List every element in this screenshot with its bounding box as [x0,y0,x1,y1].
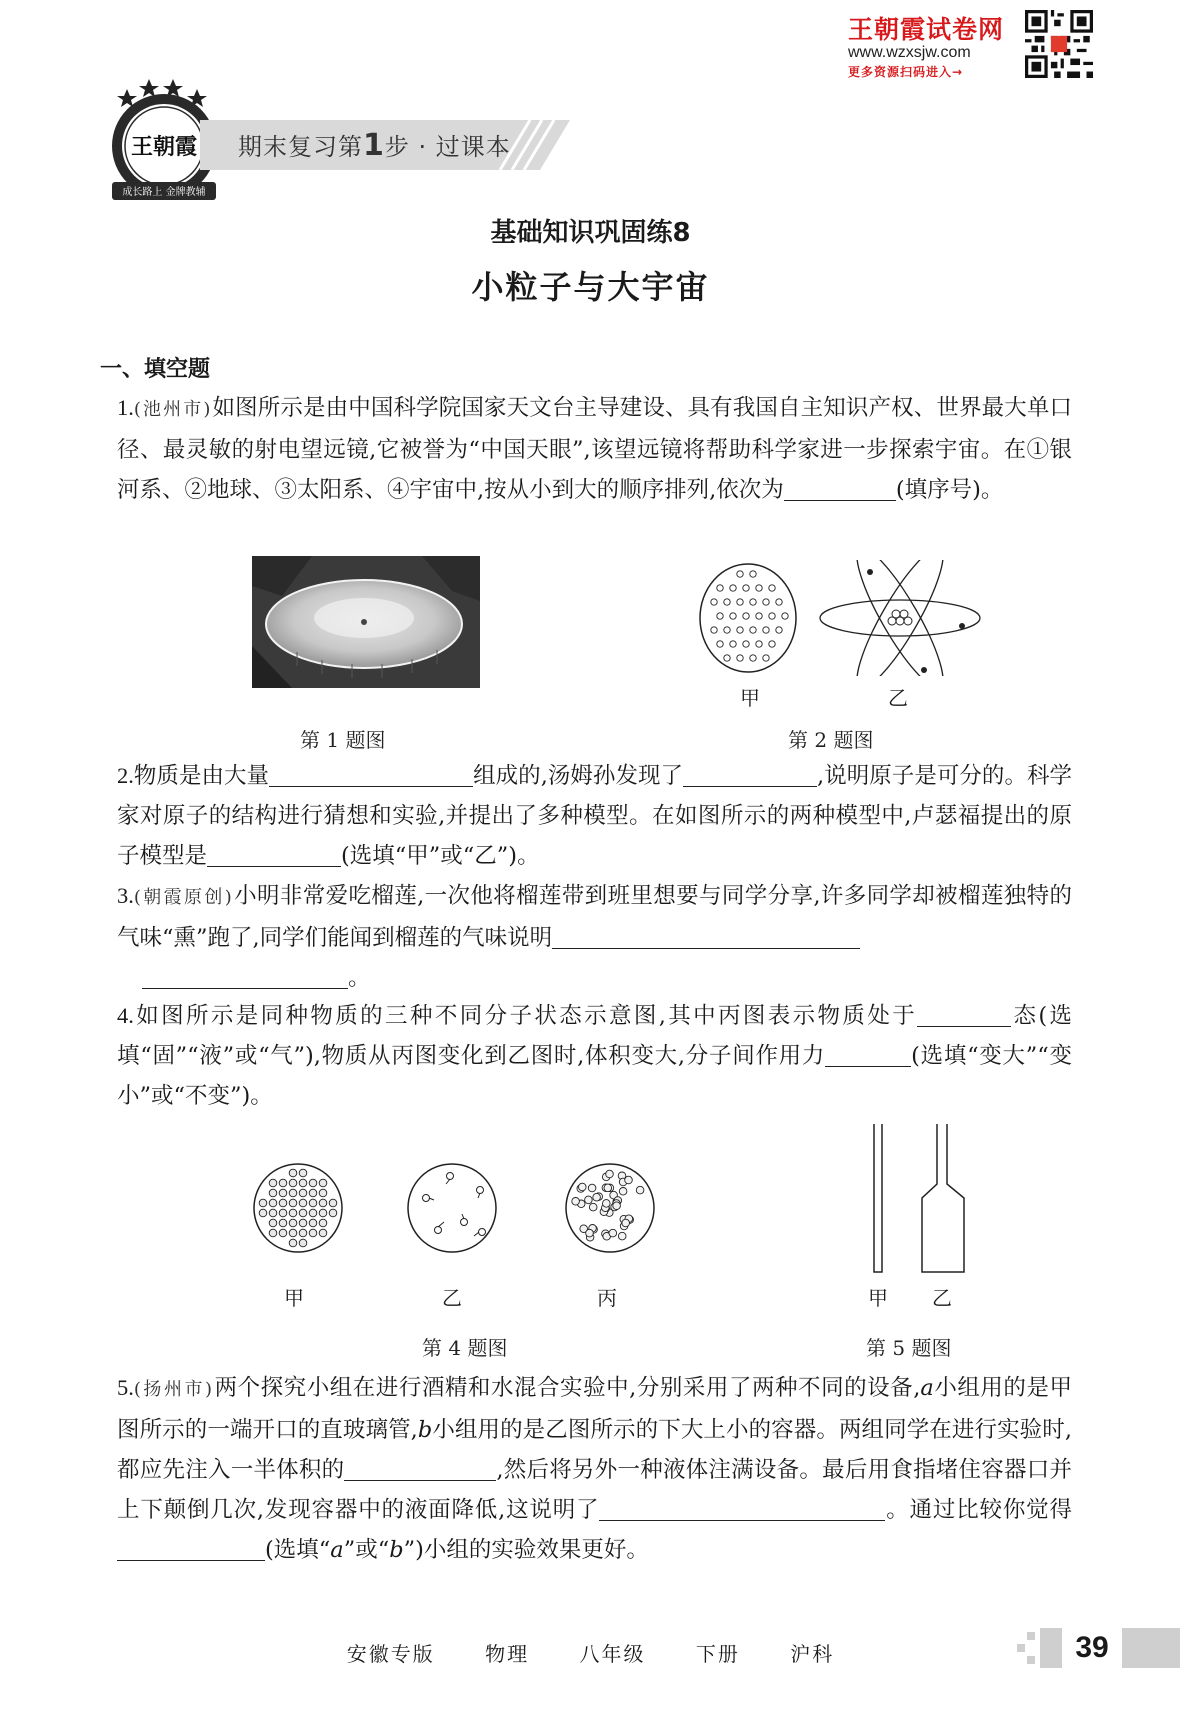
liquid-molecule [588,1184,596,1192]
solid-molecule [299,1229,307,1237]
electron-dot [737,571,743,577]
logo-slogan: 成长路上 金牌教辅 [122,187,206,198]
electron-dot [769,585,775,591]
electron-dot [750,599,756,605]
fig5-caption: 第 5 题图 [866,1336,952,1360]
solid-molecule [309,1209,317,1217]
electron-dot [756,585,762,591]
solid-molecule [319,1209,327,1217]
electron-dot [769,613,775,619]
question-1: 1.(池州市)如图所示是由中国科学院国家天文台主导建设、具有我国自主知识产权、世界最大单口径、最灵敏的射电望远镜,它被誉为“中国天眼”,该望远镜将帮助科学家进一步探索宇宙。在①银河系、②地球、③太阳系、④宇宙中,按从小到大的顺序排列,依次为 (填序号)。 [117,395,1072,503]
electron-dot [782,613,788,619]
electron-dot [730,641,736,647]
solid-molecule [279,1179,287,1187]
electron-dot [763,655,769,661]
solid-molecule [329,1209,337,1217]
electron-dot [737,599,743,605]
fig4-label-jia: 甲 [284,1286,304,1310]
electron-dot [750,655,756,661]
solid-molecule [319,1229,327,1237]
electron-dot [743,641,749,647]
fast-telescope-photo [252,556,480,688]
electron-dot [776,599,782,605]
liquid-molecule [572,1198,580,1206]
question-3: 3.(朝霞原创)小明非常爱吃榴莲,一次他将榴莲带到班里想要与同学分享,许多同学却被榴莲独特的气味“熏”跑了,同学们能闻到榴莲的气味说明 。 [117,883,1073,991]
solid-state-circle [254,1164,342,1252]
liquid-molecule [636,1186,644,1194]
solid-molecule [269,1219,277,1227]
logo-text: 王朝霞 [130,134,198,160]
solid-molecule [309,1219,317,1227]
gas-state-circle [408,1164,496,1252]
banner-step: 1 [363,128,385,163]
footer-grade: 八年级 [579,1642,646,1666]
electron-dot [724,627,730,633]
solid-molecule [299,1189,307,1197]
brand-name: 王朝霞试卷网 [848,15,1005,44]
q3-answer-blank[interactable] [552,922,860,949]
q5-answer-blank-3[interactable] [117,1534,265,1561]
fig2-label-yi: 乙 [888,686,908,710]
question-4: 4.如图所示是同种物质的三种不同分子状态示意图,其中丙图表示物质处于 态(选填“固”“液”或“气”),物质从丙图变化到乙图时,体积变大,分子间作用力 (选填“变大”“变小”或“不变”)。 [117,996,1072,1116]
banner-text: 期末复习第1步 · 过课本 [238,128,511,163]
electron-dot [724,599,730,605]
liquid-molecule [606,1170,614,1178]
solid-molecule [299,1219,307,1227]
fig1-caption: 第 1 题图 [300,728,386,752]
q2-answer-blank-2[interactable] [683,760,817,787]
solid-molecule [279,1219,287,1227]
fig5-label-yi: 乙 [932,1286,952,1310]
solid-molecule [269,1209,277,1217]
q2-answer-blank-3[interactable] [207,840,341,867]
solid-molecule [289,1179,297,1187]
solid-molecule [289,1199,297,1207]
gas-state-molecules [423,1173,486,1237]
page-subtitle: 基础知识巩固练8 [490,218,691,248]
solid-molecule [299,1179,307,1187]
solid-molecule [289,1239,297,1247]
q4-answer-blank-1[interactable] [917,1000,1011,1027]
footer-publisher: 沪科 [790,1642,835,1666]
liquid-molecule [589,1203,597,1211]
solid-molecule [279,1199,287,1207]
liquid-molecule [619,1188,627,1196]
solid-state-molecules [259,1169,337,1247]
fig4-label-bing: 丙 [597,1286,617,1310]
electron-dot [717,585,723,591]
solid-molecule [279,1229,287,1237]
page-number: 39 [1062,1628,1122,1668]
fig2-caption: 第 2 题图 [788,728,874,752]
solid-molecule [309,1179,317,1187]
q3-answer-blank-cont[interactable] [142,962,348,989]
q4-answer-blank-2[interactable] [825,1040,911,1067]
electron-dot [737,627,743,633]
liquid-molecule [609,1229,617,1237]
liquid-molecule [586,1229,594,1237]
solid-molecule [319,1189,327,1197]
solid-molecule [289,1219,297,1227]
electron-dot [743,613,749,619]
solid-molecule [269,1199,277,1207]
footer-volume: 下册 [695,1642,740,1666]
brand-scan-hint: 更多资源扫码进入→ [848,65,964,79]
solid-molecule [309,1199,317,1207]
solid-molecule [269,1179,277,1187]
liquid-molecule [622,1219,630,1227]
solid-molecule [299,1199,307,1207]
solid-molecule [319,1179,327,1187]
liquid-molecule [593,1193,601,1201]
fig5-label-jia: 甲 [868,1286,888,1310]
question-5: 5.(扬州市)两个探究小组在进行酒精和水混合实验中,分别采用了两种不同的设备,a小组用的是甲图所示的一端开口的直玻璃管,b小组用的是乙图所示的下大上小的容器。两组同学在进行实验时,都应先注入一半体积的 ,然后将另外一种液体注满设备。最后用食指堵住容器口并上下颠倒几次,发现容器中的液面降低,这说明了 。通过比较你觉得(选填“a”或“b”)小组的实验效果更好。 [117,1375,1072,1563]
q2-answer-blank-1[interactable] [269,760,473,787]
q5-answer-blank-1[interactable] [344,1454,496,1481]
molecule-states-figure [252,1160,662,1256]
solid-molecule [319,1199,327,1207]
question-2: 2.物质是由大量 组成的,汤姆孙发现了 ,说明原子是可分的。科学家对原子的结构进行猜想和实验,并提出了多种模型。在如图所示的两种模型中,卢瑟福提出的原子模型是 (选填“甲”或“乙”)。 [117,756,1072,876]
qr-code-icon[interactable] [1025,10,1093,78]
electron-dot [756,641,762,647]
electron-dot [776,627,782,633]
electron-dot [750,571,756,577]
electron-dot [769,641,775,647]
footer-subject: 物理 [485,1642,530,1666]
page-footer [0,1638,1181,1667]
solid-molecule [259,1199,267,1207]
solid-molecule [309,1189,317,1197]
solid-molecule [299,1239,307,1247]
liquid-molecule [585,1196,593,1204]
electron-dot [743,585,749,591]
electron-dot [750,627,756,633]
page-number-decoration [1015,1628,1037,1668]
electron-dot [724,655,730,661]
plum-pudding-electrons [711,571,788,661]
solid-molecule [279,1189,287,1197]
solid-molecule [269,1189,277,1197]
electron-dot [763,627,769,633]
solid-molecule [289,1169,297,1177]
section-heading: 一、填空题 [100,357,211,382]
page-title: 小粒子与大宇宙 [471,268,710,306]
solid-molecule [269,1229,277,1237]
electron-dot [737,655,743,661]
fig4-label-yi: 乙 [442,1286,462,1310]
containers-figure [860,1122,980,1274]
liquid-state-molecules [572,1170,644,1241]
atom-models-figure [692,560,982,676]
electron-dot [711,627,717,633]
solid-molecule [319,1219,327,1227]
solid-molecule [299,1209,307,1217]
solid-molecule [329,1199,337,1207]
electron-dot [730,585,736,591]
electron-dot [730,613,736,619]
straight-tube [874,1124,882,1272]
q1-answer-blank[interactable] [784,474,896,501]
solid-molecule [299,1169,307,1177]
fig4-caption: 第 4 题图 [422,1336,508,1360]
footer-edition: 安徽专版 [346,1642,435,1666]
narrow-neck-container [922,1124,964,1272]
solid-molecule [259,1209,267,1217]
solid-molecule [289,1189,297,1197]
electron-dot [756,613,762,619]
electron-dot [717,641,723,647]
electron-dot [717,613,723,619]
liquid-molecule [625,1176,633,1184]
liquid-molecule [603,1200,611,1208]
q5-answer-blank-2[interactable] [599,1494,885,1521]
solid-molecule [279,1209,287,1217]
liquid-molecule [618,1232,626,1240]
brand-url[interactable]: www.wzxsjw.com [848,44,971,61]
electron-dot [711,599,717,605]
solid-molecule [289,1229,297,1237]
electron-dot [763,599,769,605]
solid-molecule [309,1229,317,1237]
fig2-label-jia: 甲 [740,686,760,710]
liquid-molecule [604,1184,612,1192]
liquid-molecule [579,1183,587,1191]
solid-molecule [289,1209,297,1217]
liquid-molecule [613,1202,621,1210]
